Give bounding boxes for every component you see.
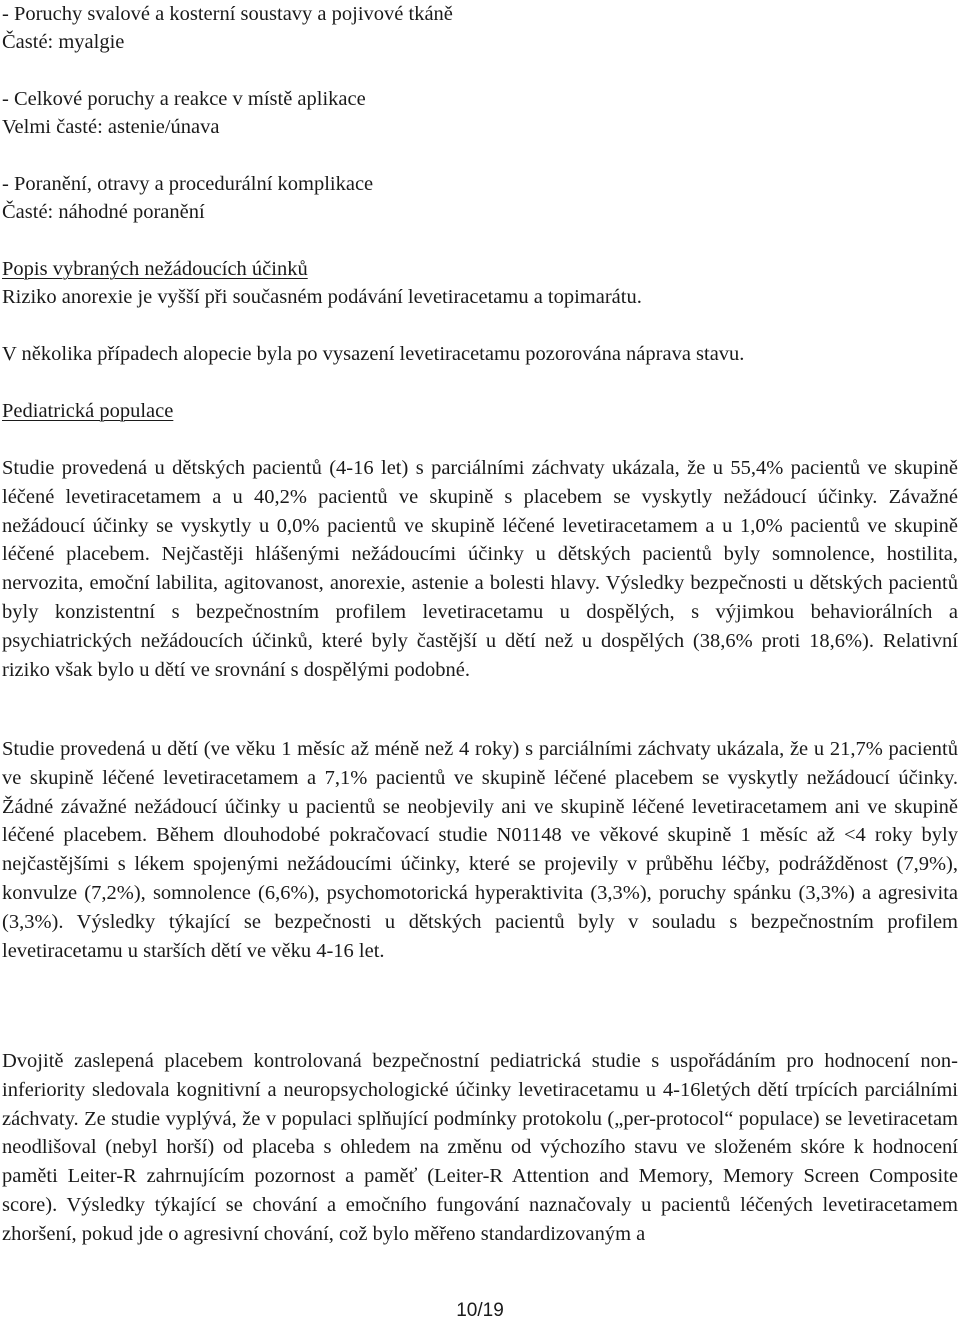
section-heading-general: - Celkové poruchy a reakce v místě aplikace xyxy=(2,88,366,110)
selected-effects-line-2: V několika případech alopecie byla po vysazení levetiracetamu pozorována náprava stavu. xyxy=(2,343,745,365)
pediatric-heading: Pediatrická populace xyxy=(2,400,174,422)
pediatric-paragraph-3: Dvojitě zaslepená placebem kontrolovaná bezpečnostní pediatrická studie s uspořádáním pro hodnocení non-inferiority sledovala kognitivní a neuropsychologické účinky levetiracetamu u 4-16letých dětí trpících parciálními záchvaty. Ze studie vyplývá, že v populaci splňující podmínky protokolu („per-protocol“ populace) se levetiracetam neodlišoval (nebyl horší) od placeba s ohledem na změnu od výchozího stavu ve složeném skóre k hodnocení paměti Leiter-R zahrnujícím pozornost a paměť (Leiter-R Attention and Memory, Memory Screen Composite score). Výsledky týkající se chování a emočního fungování naznačovaly u pacientů léčených levetiracetamem zhoršení, pokud jde o agresivní chování, což bylo měřeno standardizovaným a xyxy=(2,1050,958,1245)
section-item-injury: Časté: náhodné poranění xyxy=(2,201,205,223)
section-item-general: Velmi časté: astenie/únava xyxy=(2,116,220,138)
pediatric-paragraph-1: Studie provedená u dětských pacientů (4-16 let) s parciálními záchvaty ukázala, že u 55,4% pacientů ve skupině léčené levetiracetamem a u 40,2% pacientů ve skupině s placebem se vyskytly nežádoucí účinky. Závažné nežádoucí účinky se vyskytly u 0,0% pacientů ve skupině léčené levetiracetamem a u 1,0% pacientů ve skupině léčené placebem. Nejčastěji hlášenými nežádoucími účinky u dětských pacientů byly somnolence, hostilita, nervozita, emoční labilita, agitovanost, anorexie, astenie a bolesti hlavy. Výsledky bezpečnosti u dětských pacientů byly konzistentní s bezpečnostním profilem levetiracetamu u dospělých, s výjimkou behaviorálních a psychiatrických nežádoucích účinků, které byly častější u dětí než u dospělých (38,6% proti 18,6%). Relativní riziko však bylo u dětí ve srovnání s dospělými podobné. xyxy=(2,457,958,681)
pediatric-paragraph-2: Studie provedená u dětí (ve věku 1 měsíc až méně než 4 roky) s parciálními záchvaty ukázala, že u 21,7% pacientů ve skupině léčené levetiracetamem a 7,1% pacientů ve skupině léčené placebem se vyskytly nežádoucí účinky. Žádné závažné nežádoucí účinky u pacientů se neobjevily ani ve skupině léčené levetiracetamem ani ve skupině léčené placebem. Během dlouhodobé pokračovací studie N01148 ve věkové skupině 1 měsíc až <4 roky byly nejčastějšími s lékem spojenými nežádoucími účinky, které se projevily v průběhu léčby, podrážděnost (7,9%), konvulze (7,2%), somnolence (6,6%), psychomotorická hyperaktivita (3,3%), poruchy spánku (3,3%) a agresivita (3,3%). Výsledky týkající se bezpečnosti u dětských pacientů byly v souladu s bezpečnostním profilem levetiracetamu u starších dětí ve věku 4-16 let. xyxy=(2,738,958,962)
section-item-musculoskeletal: Časté: myalgie xyxy=(2,31,125,53)
selected-effects-line-1: Riziko anorexie je vyšší při současném podávání levetiracetamu a topimarátu. xyxy=(2,286,642,308)
page-number: 10/19 xyxy=(456,1300,504,1321)
section-heading-musculoskeletal: - Poruchy svalové a kosterní soustavy a pojivové tkáně xyxy=(2,3,453,25)
section-heading-injury: - Poranění, otravy a procedurální komplikace xyxy=(2,173,374,195)
selected-effects-heading: Popis vybraných nežádoucích účinků xyxy=(2,258,308,280)
